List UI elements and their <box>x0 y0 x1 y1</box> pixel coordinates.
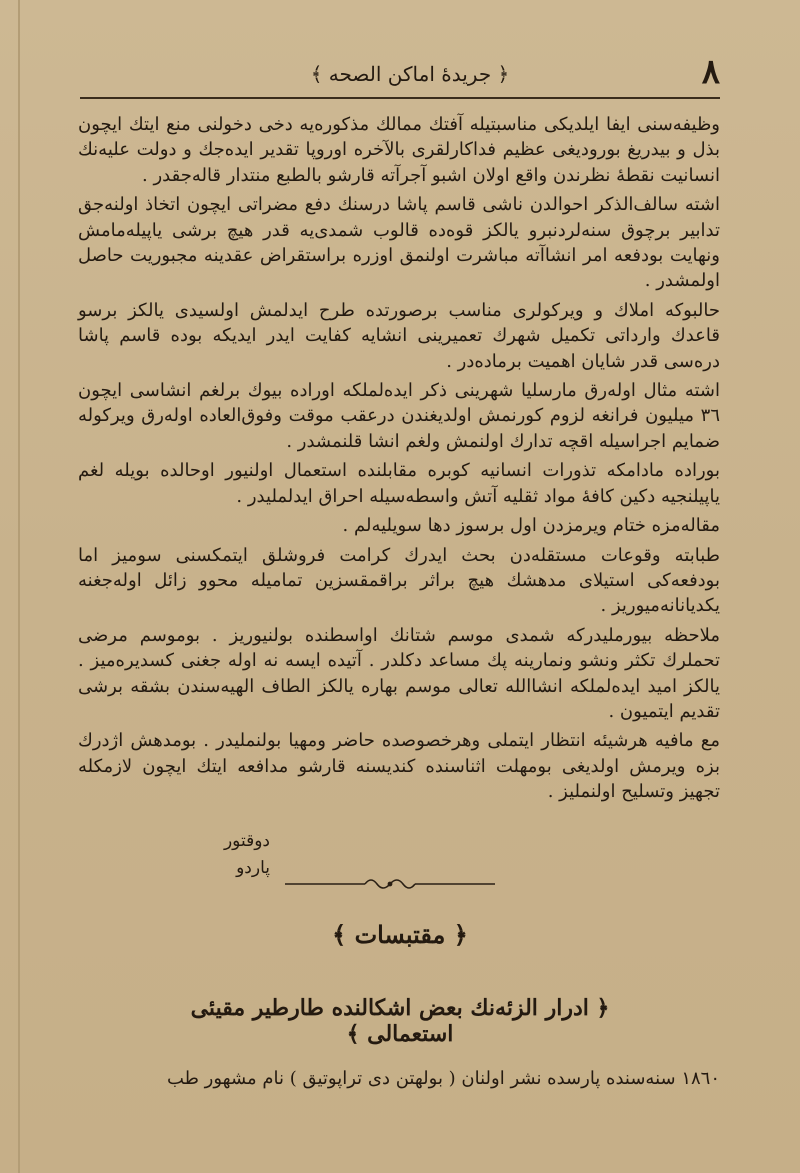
paragraph: بوراده مادامکه تذورات انسانیه کوبره مقابلنده استعمال اولنیور اوحالده بویله لغم یاپیلنجیه دکین کافهٔ مواد ثقلیه آتش واسطه‌سیله احراق ایدلملیدر . <box>78 460 720 507</box>
ornamental-divider <box>285 874 495 894</box>
running-title: ﴿ جریدهٔ اماکن الصحه ﴾ <box>310 62 510 86</box>
section-heading: ﴿ مقتبسات ﴾ <box>332 920 468 949</box>
paragraph: مع مافیه هرشیئه انتظار ایتملی وهرخصوصده حاضر ومهیا بولنملیدر . بومدهش اژدرك بزه ویرمش اولدیغی بومهلت اثناسنده کندیسنه قارشو مدافعه ایتك ایچون لازمکله تجهیز وتسلیح اولنملیز . <box>78 730 720 803</box>
paragraph: اشته سالف‌الذکر احوالدن ناشی قاسم پاشا درسنك دفع مضراتی ایچون اتخاذ اولنه‌جق تدابیر برچوق سنه‌لردنبرو یالکز قوه‌ده قالوب شمدی‌یه قدر هیچ برشی یاپیله‌مامش ونهایت بودفعه امر انشاآته مباشرت اولنمق اوزره براستقراض عقدینه مجبوریت حاصل اولمشدر . <box>78 194 720 292</box>
paragraph: ملاحظه بیورملیدرکه شمدی موسم شتانك اواسطنده بولنیوریز . بوموسم مرضی تحملرك تکثر ونشو ونمارینه پك مساعد دکلدر . آتیده ایسه نه اوله جغنی کسدیره‌میز . یالکز امید ایده‌لملکه انشاالله تعالی موسم بهاره یالکز الطاف الهیه‌سندن بشقه برشی تقدیم ایتمیون . <box>78 624 720 722</box>
paragraph: اشته مثال اوله‌رق مارسلیا شهرینی ذکر ایده‌لملکه اوراده بیوك برلغم انشاسی ایچون ٣٦ میلیون فرانغه لزوم کورنمش اولدیغندن درعقب موقت وفوق‌العاده اوله‌رق ویرکوله ضمایم اجراسیله اقچه تدارك اولنمش ولغم انشا قلنمشدر . <box>78 380 720 452</box>
article-body <box>78 112 720 809</box>
paragraph: طبابته وقوعات مستقله‌دن بحث ایدرك کرامت فروشلق ایتمکسنی سومیز اما بودفعه‌کی استیلای مدهشك هیچ براثر براقمقسزین تمامیله محوو زائل اوله‌جغنه یکدیانانه‌میوریز . <box>78 544 720 617</box>
paragraph: حالبوکه املاك و ویرکولری مناسب برصورتده طرح ایدلمش اولسیدی یالکز برسو قاعدك وارداتی تکمیل شهرك تعمیرینی انشایه کفایت ایدر ایدیکه بوده قاسم پاشا دره‌سی قدر شایان اهمیت برماده‌در . <box>78 299 720 372</box>
paragraph: وظیفه‌سنی ایفا ایلدیکی مناسبتیله آفتك ممالك مذکوره‌یه دخی دخولنی منع ایتك ایچون بذل و بیدریغ بوروديغی عظیم فداكارلقری بالآخره اوروپا تقدیر ایده‌جك و دولت علیه‌نك انسانیت نقطهٔ نظرندن واقع اولان اشبو آجرآته قارشو بالطبع منتدار قاله‌جقدر . <box>78 114 720 186</box>
signature-name: پاردو <box>236 858 270 878</box>
author-signature <box>150 828 270 882</box>
signature-title: دوقتور <box>223 831 270 851</box>
header-rule <box>80 97 720 99</box>
article-title: ﴿ ادرار الزئه‌نك بعض اشکالنده طارطیر مقیئی استعمالی ﴾ <box>190 995 610 1047</box>
paragraph: مقاله‌مزه ختام ویرمزدن اول برسوز دها سویلیه‌لم . <box>342 515 720 537</box>
page-header <box>80 52 720 94</box>
page-number: ٨ <box>701 52 720 92</box>
article-first-line: ١٨٦٠ سنه‌سنده پارسده نشر اولنان ( بولهتن دی تراپوتیق ) نام مشهور طب <box>166 1068 720 1089</box>
page-fold-shadow <box>18 0 20 1173</box>
